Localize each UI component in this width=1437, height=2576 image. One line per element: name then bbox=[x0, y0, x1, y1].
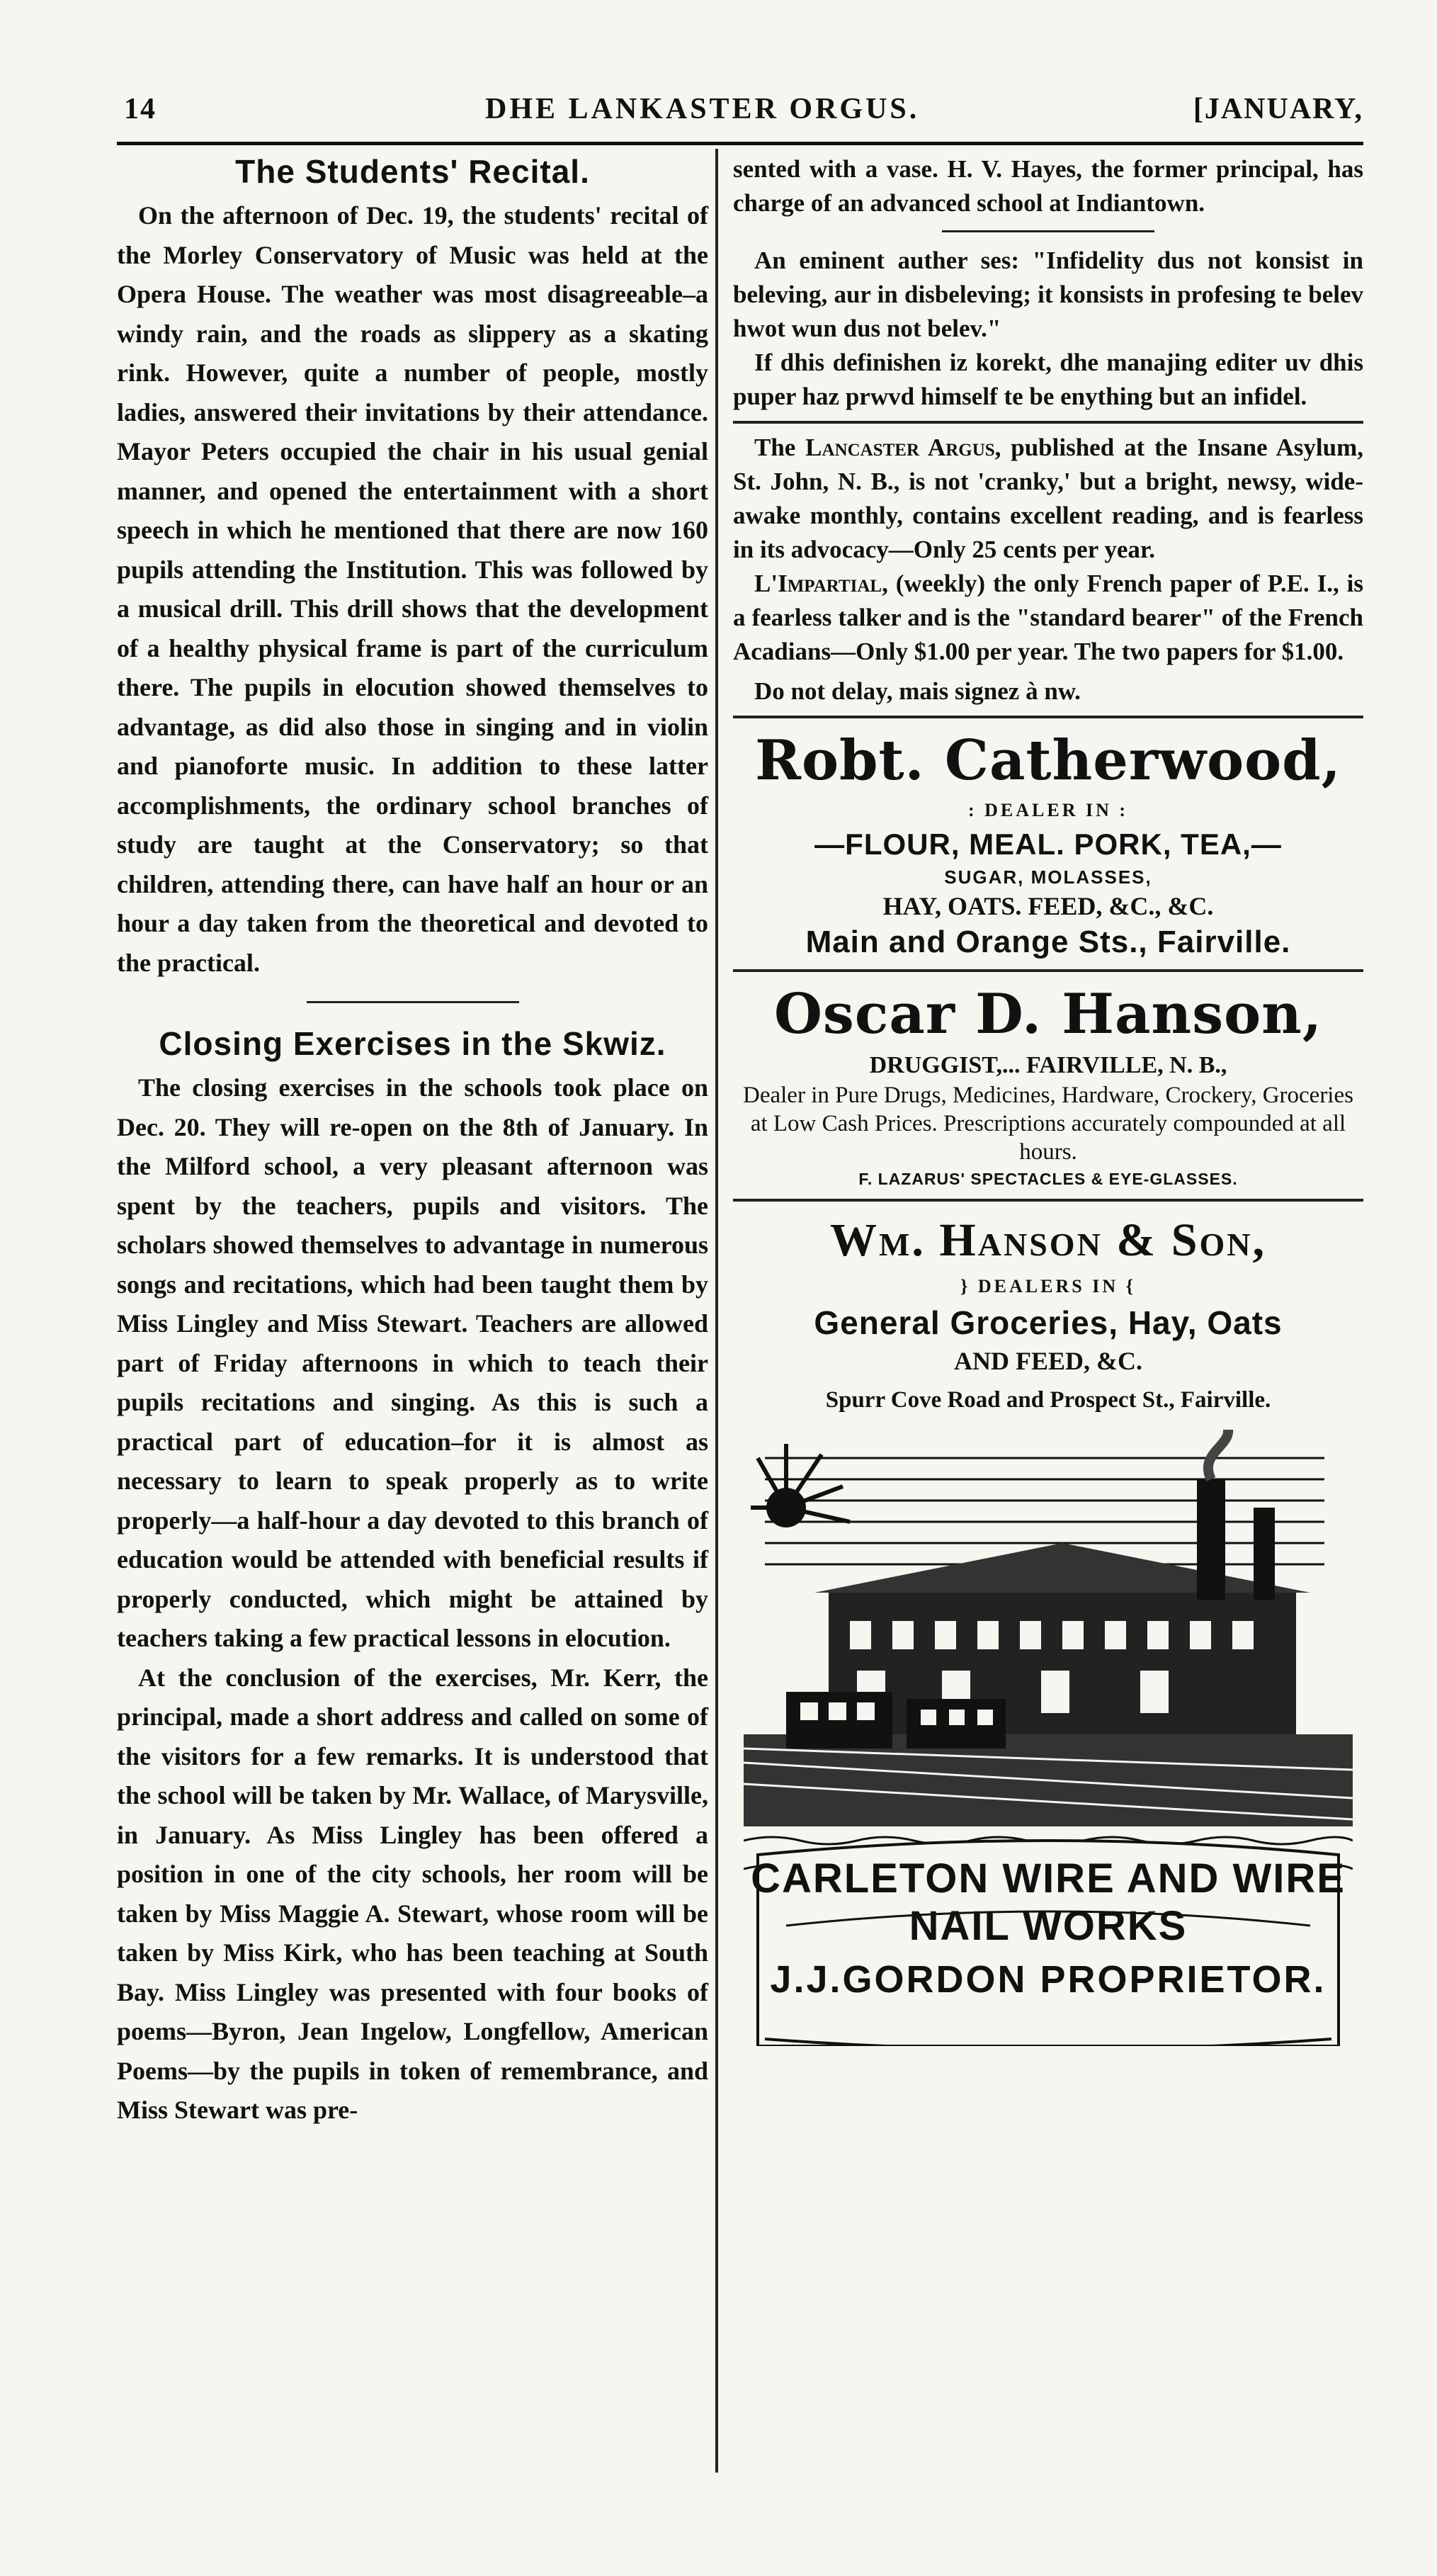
oscar-hanson-line3: F. LAZARUS' SPECTACLES & EYE-GLASSES. bbox=[858, 1170, 1238, 1188]
catherwood-line3: HAY, OATS. FEED, &C., &C. bbox=[882, 892, 1214, 920]
closing-body-2: At the conclusion of the exercises, Mr. Kerr, the principal, made a short address and called on some of the visitors for a few remarks. It is understood that the school will be taken by Mr. Wallace, of Marysville, in January. As Miss Lingley has been offered a position in one of the city schools, her room will be taken by Miss Maggie A. Stewart, whose room will be taken by Miss Kirk, who has been teaching at South Bay. Miss Lingley was presented with four books of poems—Byron, Jean Ingelow, Longfellow, American Poems—by the pupils in token of remembrance, and Miss Stewart was pre- bbox=[117, 1663, 708, 2124]
section-rule bbox=[733, 716, 1363, 718]
carleton-title: CARLETON WIRE AND WIRE NAIL WORKS bbox=[751, 1855, 1346, 1949]
continued-text: sented with a vase. H. V. Hayes, the former principal, has charge of an advanced school at Indiantown. bbox=[733, 155, 1363, 217]
section-rule bbox=[733, 421, 1363, 424]
page-header bbox=[117, 92, 1363, 142]
recital-heading: The Students' Recital. bbox=[235, 153, 590, 190]
argus-notice: The Lancaster Argus, published at the Insane Asylum, St. John, N. B., is not 'cranky,' but a bright, newsy, wide-awake monthly, contains excellent reading, and is fearless in its advocacy—Only 25 cents per year. bbox=[733, 434, 1364, 563]
impartial-name: L'Impartial bbox=[754, 570, 882, 597]
argus-name: Lancaster Argus bbox=[805, 434, 995, 461]
left-column bbox=[117, 152, 708, 2130]
catherwood-dealer: : DEALER IN : bbox=[967, 800, 1129, 820]
do-not-delay: Do not delay, mais signez à nw. bbox=[754, 677, 1081, 705]
catherwood-address: Main and Orange Sts., Fairville. bbox=[805, 925, 1291, 959]
wm-hanson-name: Wm. Hanson & Son, bbox=[830, 1214, 1266, 1266]
catherwood-ad bbox=[733, 725, 1363, 962]
ad-rule bbox=[733, 1199, 1363, 1202]
page-number: 14 bbox=[124, 93, 157, 125]
closing-heading: Closing Exercises in the Skwiz. bbox=[159, 1025, 666, 1062]
column-divider bbox=[715, 149, 718, 2473]
recital-body: On the afternoon of Dec. 19, the students' recital of the Morley Conservatory of Music was held at the Opera House. The weather was most disagreeable–a windy rain, and the roads as slippery as a skating rink. However, quite a number of people, mostly ladies, answered their invitations by their attendance. Mayor Peters occupied the chair in his usual genial manner, and opened the entertainment with a short speech in which he mentioned that there are now 160 pupils attending the Institution. This was followed by a musical drill. This drill shows that the development of a healthy physical frame is part of the curriculum there. The pupils in elocution showed themselves to advantage, as did also those in singing and in violin and pianoforte music. In addition to these latter accomplishments, the ordinary school branches of study are taught at the Conservatory; so that children, attending there, can have half an hour or an hour a day taken from the theoretical and devoted to the practical. bbox=[117, 201, 708, 977]
catherwood-line1: —FLOUR, MEAL. PORK, TEA,— bbox=[814, 827, 1282, 861]
oscar-hanson-line1: DRUGGIST,... FAIRVILLE, N. B., bbox=[869, 1052, 1227, 1078]
wm-hanson-line2: AND FEED, &C. bbox=[954, 1347, 1142, 1375]
catherwood-name: Robt. Catherwood, bbox=[755, 728, 1341, 793]
wm-hanson-address: Spurr Cove Road and Prospect St., Fairville. bbox=[825, 1387, 1271, 1413]
section-divider bbox=[307, 1001, 519, 1003]
section-divider bbox=[942, 230, 1154, 232]
issue-month: [JANUARY, bbox=[1193, 93, 1363, 125]
wm-hanson-line1: General Groceries, Hay, Oats bbox=[814, 1304, 1283, 1341]
impartial-notice: L'Impartial, (weekly) the only French paper of P.E. I., is a fearless talker and is the "standard bearer" of the French Acadians—Only $1.00 per year. The two papers for $1.00. bbox=[733, 570, 1363, 665]
newspaper-title: DHE LANKASTER ORGUS. bbox=[485, 93, 920, 125]
ad-rule bbox=[733, 969, 1363, 972]
oscar-hanson-name: Oscar D. Hanson, bbox=[773, 982, 1323, 1046]
carleton-proprietor: J.J.GORDON PROPRIETOR. bbox=[770, 1958, 1327, 2001]
carleton-wire-works-engraving bbox=[744, 1430, 1353, 2046]
wm-hanson-ad bbox=[733, 1209, 1363, 1416]
header-rule bbox=[117, 142, 1363, 145]
oscar-hanson-line2: Dealer in Pure Drugs, Medicines, Hardware, Crockery, Groceries at Low Cash Prices. Prescriptions accurately compounded at all hours. bbox=[743, 1083, 1353, 1165]
catherwood-line2: SUGAR, MOLASSES, bbox=[944, 866, 1152, 888]
definition-text: If dhis definishen iz korekt, dhe manajing editer uv dhis puper haz prwvd himself te be enything but an infidel. bbox=[733, 349, 1363, 410]
wm-hanson-dealer: } DEALERS IN { bbox=[960, 1276, 1136, 1297]
infidelity-quote: An eminent auther ses: "Infidelity dus not konsist in beleving, aur in disbeleving; it konsists in profesing te belev hwot wun dus not belev." bbox=[733, 247, 1363, 342]
closing-body-1: The closing exercises in the schools took place on Dec. 20. They will re-open on the 8th of January. In the Milford school, a very pleasant afternoon was spent by the teachers, pupils and visitors. The scholars showed themselves to advantage in numerous songs and recitations, which had been taught them by Miss Lingley and Miss Stewart. Teachers are allowed part of Friday afternoons in which to teach their pupils recitations and singing. As this is such a practical part of education–for it is almost as necessary to learn to speak properly as to write properly—a half-hour a day devoted to this branch of education would be attended with beneficial results if properly conducted, which might be attained by teachers taking a few practical lessons in elocution. bbox=[117, 1073, 708, 1652]
oscar-hanson-ad bbox=[733, 979, 1363, 1192]
factory-illustration bbox=[744, 1430, 1353, 2046]
right-column bbox=[733, 152, 1363, 2046]
